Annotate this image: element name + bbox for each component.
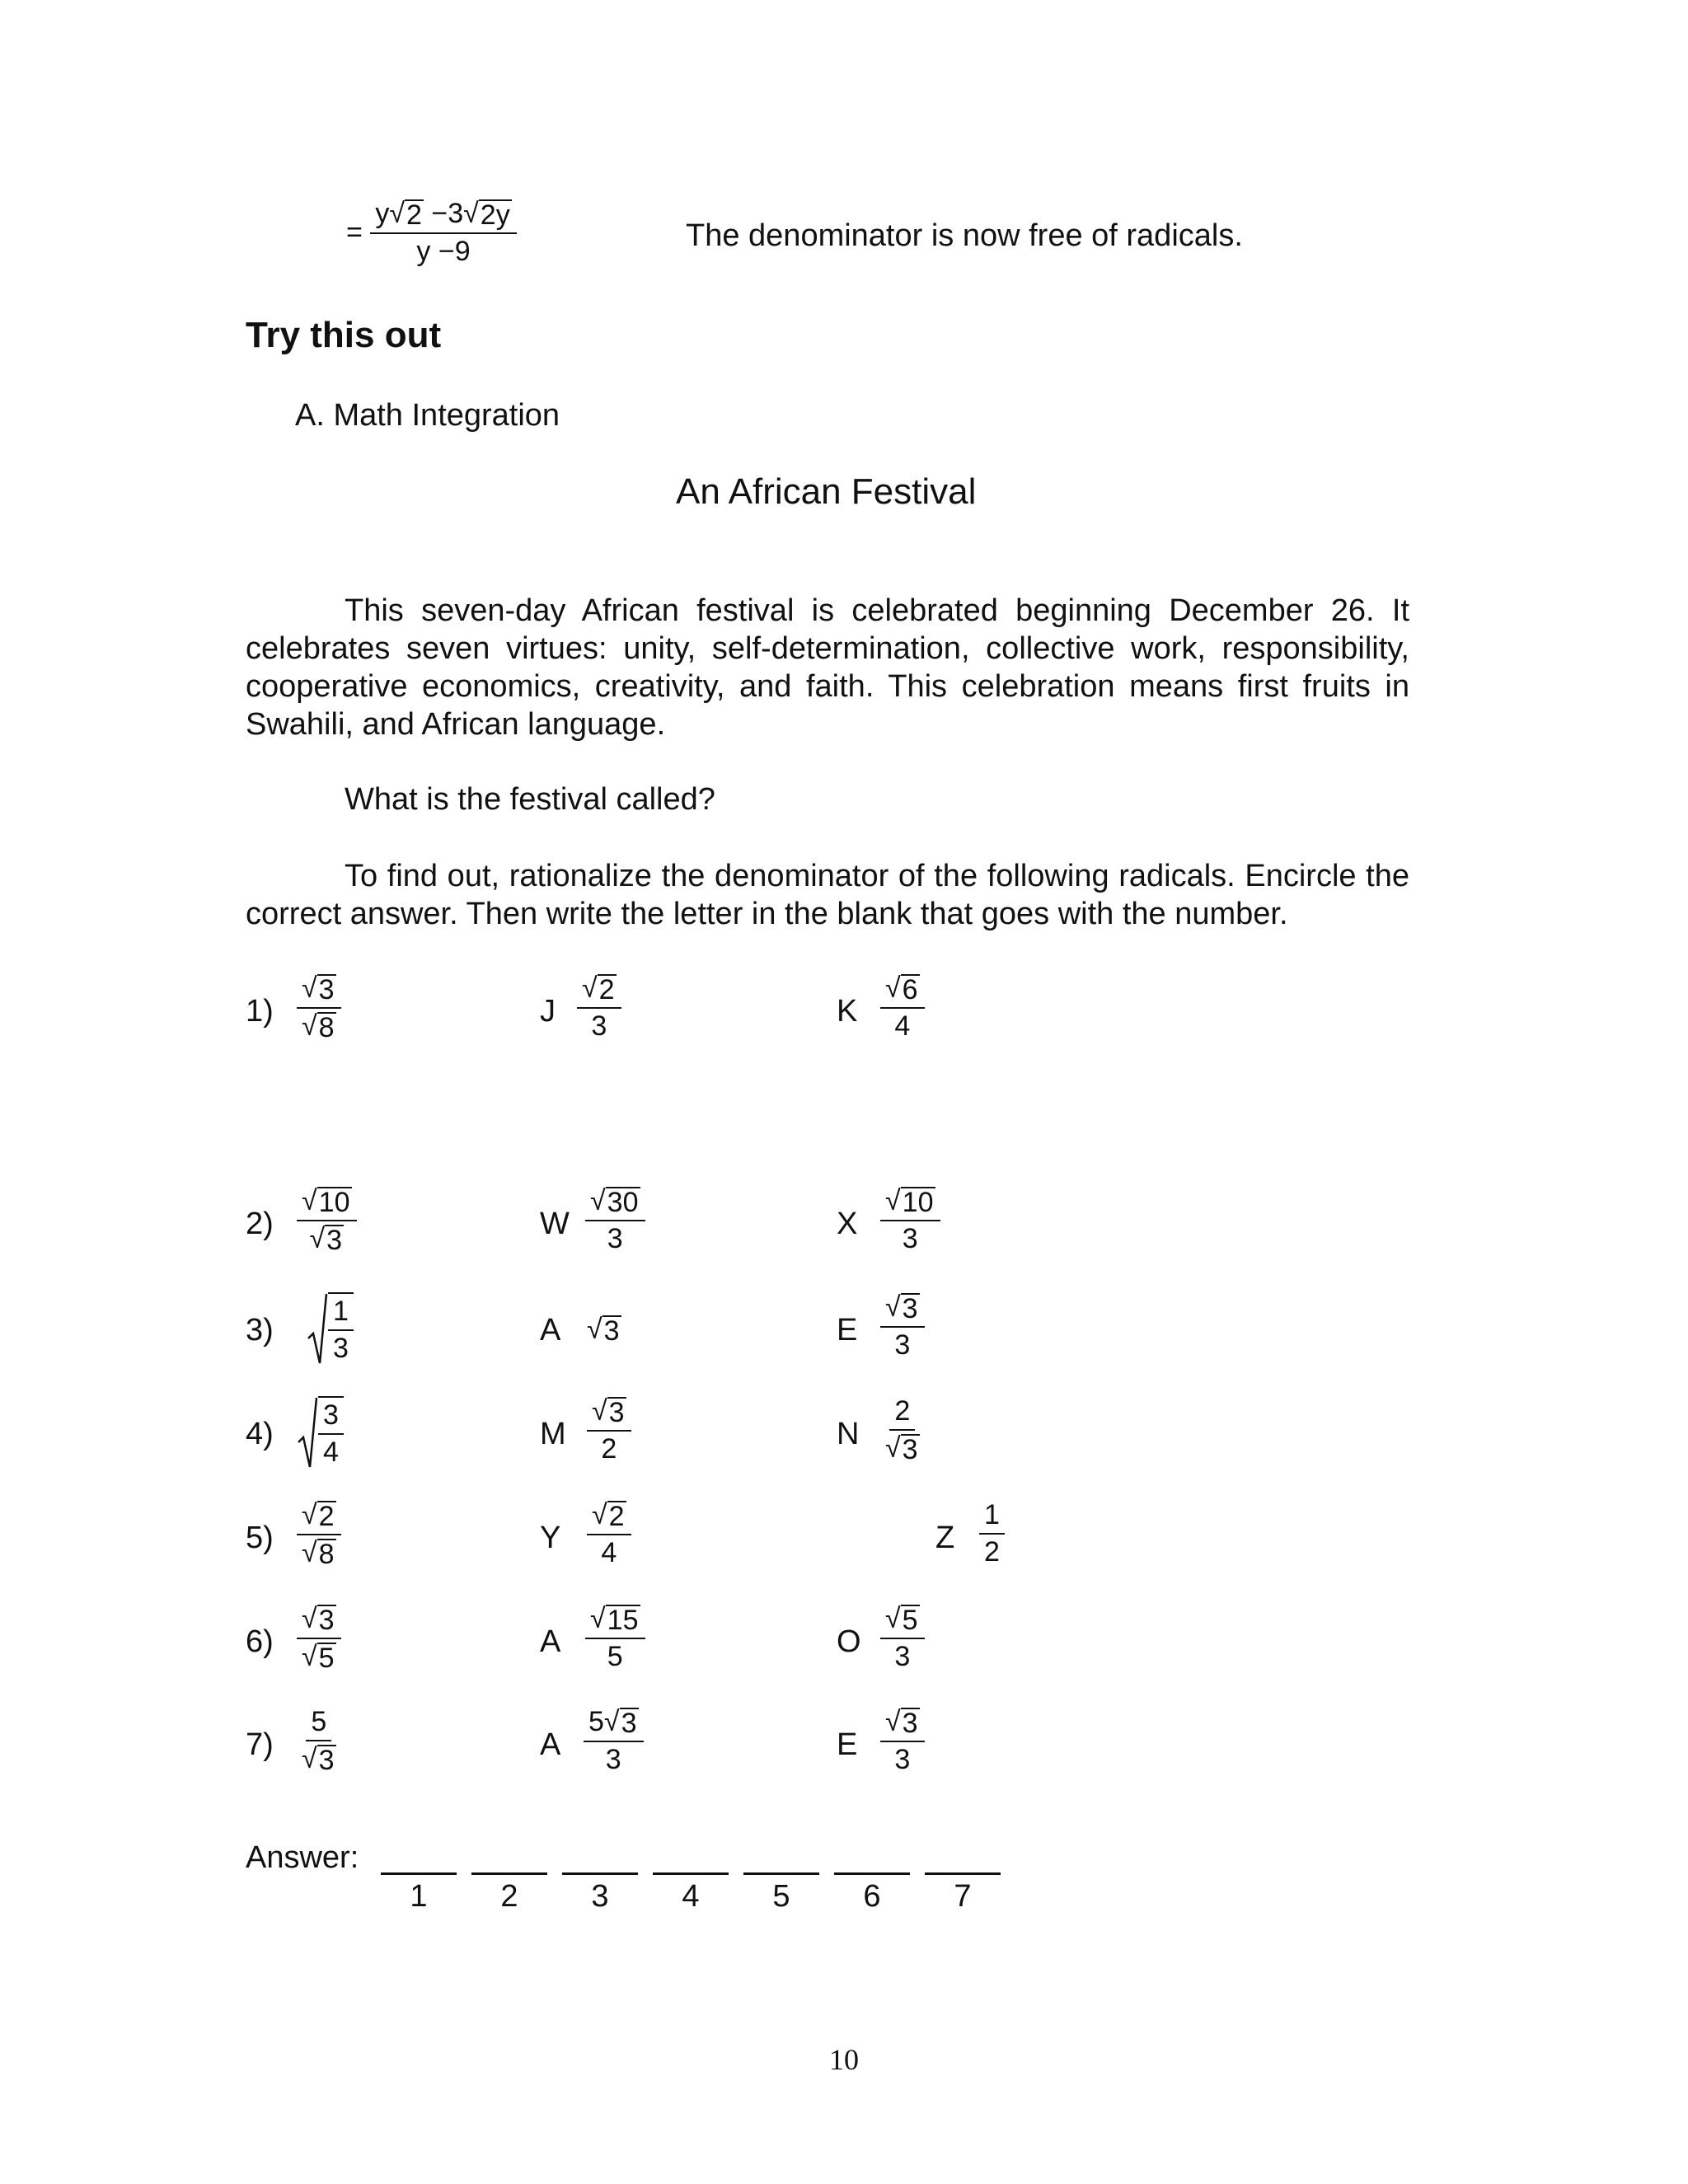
problem-label: 3) bbox=[246, 1313, 274, 1347]
choice-b-letter[interactable]: N bbox=[837, 1417, 860, 1451]
answer-numbers bbox=[381, 1879, 1015, 1915]
top-equation bbox=[346, 198, 517, 268]
choice-a-expression[interactable]: √ 3 bbox=[587, 1314, 620, 1347]
festival-paragraph: This seven-day African festival is celebrated beginning December 26. It celebrates seven virtues: unity, self-determination, collective work, responsibility, cooperative economics, creativity, and faith. This celebration means first fruits in Swahili, and African language. bbox=[246, 593, 1409, 742]
choice-a-letter[interactable]: A bbox=[540, 1624, 561, 1659]
answer-number: 3 bbox=[591, 1879, 609, 1914]
choice-a-expression[interactable]: √ 15 5 bbox=[585, 1603, 645, 1673]
problem-expression: √ 3 √ 8 bbox=[297, 972, 341, 1043]
problem-expression: $\frac{3}{4}$ bbox=[297, 1396, 344, 1470]
problem-expression: √ 2 √ 8 bbox=[297, 1499, 341, 1569]
choice-a-expression[interactable]: √ 2 4 bbox=[587, 1499, 631, 1569]
answer-number: 5 bbox=[772, 1879, 790, 1914]
section-heading: Try this out bbox=[246, 315, 442, 355]
instructions-paragraph: To find out, rationalize the denominator of the following radicals. Encircle the correct answer. Then write the letter in the blank that goes with the number. bbox=[246, 859, 1409, 931]
question-text: What is the festival called? bbox=[345, 782, 715, 817]
answer-blank[interactable] bbox=[653, 1840, 729, 1875]
problem-label: 7) bbox=[246, 1727, 274, 1762]
answer-blanks bbox=[381, 1840, 1015, 1879]
answer-number: 2 bbox=[500, 1879, 518, 1914]
choice-a-expression[interactable]: √ 30 3 bbox=[585, 1185, 645, 1255]
choice-a-letter[interactable]: J bbox=[540, 994, 556, 1029]
choice-b-expression[interactable]: √ 5 3 bbox=[880, 1603, 925, 1673]
choice-a-letter[interactable]: Y bbox=[540, 1521, 561, 1555]
answer-number: 1 bbox=[410, 1879, 428, 1914]
equation-denominator: y −9 bbox=[416, 235, 471, 267]
page-number: 10 bbox=[829, 2043, 859, 2076]
choice-a-expression[interactable]: √ 2 3 bbox=[577, 972, 621, 1043]
choice-b-expression[interactable]: 2 √ 3 bbox=[885, 1395, 918, 1465]
problem-label: 2) bbox=[246, 1207, 274, 1241]
choice-b-expression[interactable]: √ 10 3 bbox=[880, 1185, 940, 1255]
problem-label: 4) bbox=[246, 1417, 274, 1451]
answer-label: Answer: bbox=[246, 1840, 359, 1875]
choice-a-letter[interactable]: A bbox=[540, 1313, 561, 1347]
problem-expression: √ 3 √ 5 bbox=[297, 1603, 341, 1673]
answer-blank[interactable] bbox=[562, 1840, 638, 1875]
choice-b-expression[interactable]: √ 6 4 bbox=[880, 972, 925, 1043]
problem-expression: $\frac{1}{3}$ bbox=[307, 1292, 354, 1366]
choice-a-letter[interactable]: A bbox=[540, 1727, 561, 1762]
problem-expression: √ 10 √ 3 bbox=[297, 1185, 357, 1255]
answer-number: 4 bbox=[682, 1879, 700, 1914]
problem-expression: 5 √ 3 bbox=[302, 1706, 335, 1776]
equals-sign: = bbox=[346, 216, 363, 248]
choice-b-expression[interactable]: $\frac{1}{2}$ bbox=[979, 1499, 1005, 1568]
problem-label: 6) bbox=[246, 1624, 274, 1659]
choice-b-letter[interactable]: E bbox=[837, 1727, 858, 1762]
problem-label: 5) bbox=[246, 1521, 274, 1555]
choice-a-letter[interactable]: M bbox=[540, 1417, 566, 1451]
answer-blank[interactable] bbox=[743, 1840, 819, 1875]
answer-blank[interactable] bbox=[471, 1840, 547, 1875]
answer-blank[interactable] bbox=[381, 1840, 457, 1875]
choice-a-expression[interactable]: 5 √ 3 3 bbox=[584, 1706, 644, 1776]
choice-b-letter[interactable]: E bbox=[837, 1313, 858, 1347]
answer-blank[interactable] bbox=[925, 1840, 1001, 1875]
answer-blank[interactable] bbox=[834, 1840, 910, 1875]
equation-numerator: y √ 2 −3 √ 2y bbox=[370, 198, 516, 234]
equation-note: The denominator is now free of radicals. bbox=[686, 218, 1243, 253]
choice-b-letter[interactable]: O bbox=[837, 1624, 861, 1659]
subsection-label: A. Math Integration bbox=[295, 398, 560, 433]
choice-b-letter[interactable]: K bbox=[837, 994, 858, 1029]
equation-fraction bbox=[370, 198, 516, 268]
choice-b-letter[interactable]: Z bbox=[935, 1521, 955, 1555]
answer-number: 6 bbox=[863, 1879, 881, 1914]
problem-label: 1) bbox=[246, 994, 274, 1029]
choice-b-expression[interactable]: √ 3 3 bbox=[880, 1706, 925, 1776]
choice-b-expression[interactable]: √ 3 3 bbox=[880, 1291, 925, 1361]
choice-b-letter[interactable]: X bbox=[837, 1207, 858, 1241]
answer-number: 7 bbox=[954, 1879, 972, 1914]
activity-title: An African Festival bbox=[676, 471, 977, 512]
choice-a-expression[interactable]: √ 3 2 bbox=[587, 1395, 631, 1465]
choice-a-letter[interactable]: W bbox=[540, 1207, 570, 1241]
